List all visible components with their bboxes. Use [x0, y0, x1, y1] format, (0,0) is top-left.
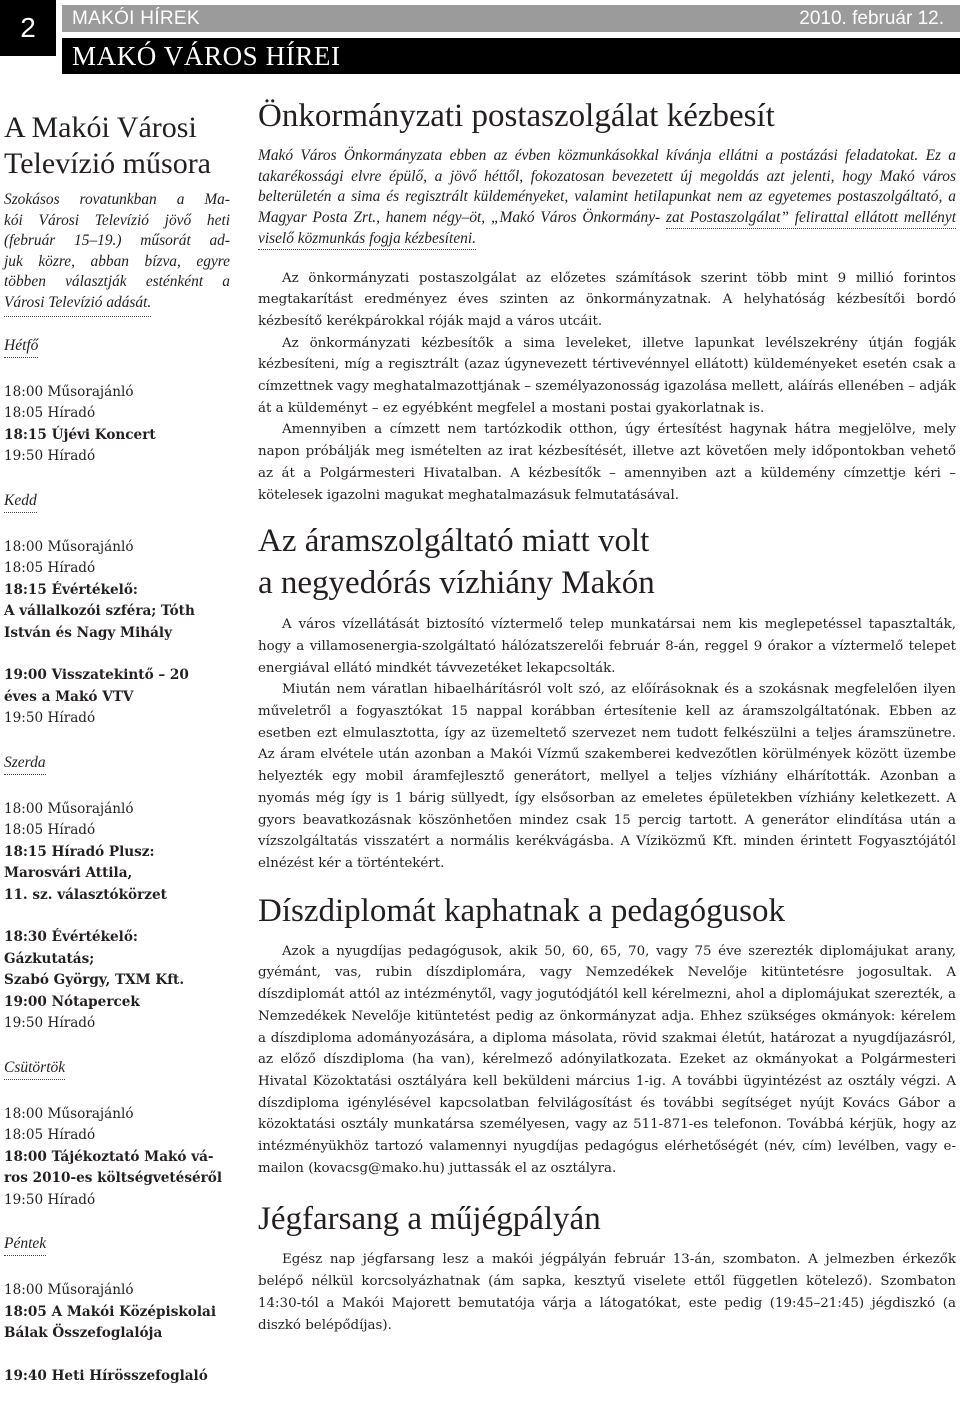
- article-paragraph: Egész nap jégfarsang lesz a makói jégpályán február 13-án, szombaton. A jelmezben érkezők belépő nélkül korcsolyázhatnak (ám sapka, kesztyű viselete ettől független kötelező). Szombaton 14:30-tól a Makói Majorett bemutatója várja a látogatókat, este pedig (19:45–21:45) jégdiszkó (a diszkó belépődíjas).: [258, 1252, 956, 1333]
- article-title: [258, 520, 956, 604]
- program-entry: 11. sz. választókörzet: [4, 886, 167, 903]
- day-label: Hétfő: [4, 335, 38, 358]
- article-title-line-1: Az áramszolgáltató miatt volt: [258, 523, 650, 560]
- program-entry: A vállalkozói szféra; Tóth: [4, 603, 195, 620]
- program-entry: 18:05 Híradó: [4, 822, 96, 839]
- day-block: [4, 1233, 230, 1387]
- day-block: [4, 335, 230, 468]
- article-lead-text: Makó Város Önkormányzata ebben az évben közmunkásokkal kívánja ellátni a postázási feladatokat. Ez a takarékossági elvre épülő, a jövő héttől, fokozatosan bevezetett új megoldás azt jelenti, hogy Makó város belterületén a sima és regisztrált küldeményeket, valamint hetilapunkat nem az egyetemes postaszolgáltató, a Magyar Posta Zrt., hanem négy–öt, „Makó Város Önkormány-: [258, 147, 956, 227]
- article-paragraph: Az önkormányzati kézbesítők a sima leveleket, illetve lapunkat levélszekrény útján fogják kézbesíteni, míg a regisztrált (azaz úgynevezett tértivevénnyel ellátott) küldeményeket esetén csak a címzettnek vagy meghatalmazottjának – személyazonosság igazolása mellett, aláírás ellenében – adják át a küldeményt – ez egyébként megfelel a mostani postai gyakorlatnak is.: [258, 335, 956, 416]
- article-title: Önkormányzati postaszolgálat kézbesít: [258, 98, 775, 134]
- article-ice-carnival: [258, 1199, 956, 1336]
- article-paragraph: Az önkormányzati postaszolgálat az előzetes számítások szerint több mint 9 millió forintos megtakarítást eredményez éves szinten az önkormányzatnak. A helyhatóság kézbesítői bordó kézbesítő kerékpárokkal róják majd a város utcáit.: [258, 270, 956, 329]
- program-entry: 19:50 Híradó: [4, 1015, 96, 1032]
- article-paragraph: Amennyiben a címzett nem tartózkodik otthon, úgy értesítést hagynak hátra megjelölve, mely napon próbálják meg ismételten az irat kézbesítését, illetve azt követően mely időpontokban vehető az át a Polgármesteri Hivatalban. A kézbesítők – amennyiben azt a küldemény címzettje kéri – kötelesek igazolni magukat meghatalmazásuk felmutatásával.: [258, 422, 956, 503]
- program-entry: Gázkutatás;: [4, 950, 95, 967]
- program-entry: 18:15 Híradó Plusz:: [4, 843, 155, 860]
- tv-heading-line-1: A Makói Városi: [4, 111, 197, 144]
- article-diploma: [258, 891, 956, 1180]
- program-entry: 18:15 Újévi Koncert: [4, 426, 156, 443]
- program-entry: ros 2010-es költségvetéséről: [4, 1170, 223, 1187]
- day-list: [4, 335, 230, 1388]
- tv-heading-line-2: Televízió műsora: [4, 147, 211, 180]
- program-entry: 19:50 Híradó: [4, 710, 96, 727]
- tv-intro-line: többen választják esténként a: [4, 273, 230, 291]
- program-entry: Bálak Összefoglalója: [4, 1325, 163, 1342]
- program-entry: Marosvári Attila,: [4, 865, 133, 882]
- tv-intro-line: (február 15–19.) műsorát ad-: [4, 232, 230, 250]
- day-label: Péntek: [4, 1233, 46, 1256]
- issue-date: 2010. február 12.: [799, 8, 944, 29]
- masthead: [0, 0, 960, 80]
- tv-intro-line: juk közre, abban bízva, egyre: [4, 252, 230, 270]
- day-label: Szerda: [4, 752, 46, 775]
- program-entry: 18:15 Évértékelő:: [4, 581, 138, 598]
- article-title: Díszdiplomát kaphatnak a pedagógusok: [258, 892, 785, 929]
- program-entry: 18:00 Műsorajánló: [4, 1282, 134, 1299]
- section-bar: [62, 5, 960, 32]
- program-entry: 18:05 Híradó: [4, 1127, 96, 1144]
- tv-intro-line: Városi Televízió adását.: [4, 293, 151, 317]
- article-paragraph: A város vízellátását biztosító víztermelő telep munkatársai nem kis meglepetéssel tapasztalták, hogy a villamosenergia-szolgáltató hálózatszerelői február 8-án, reggel 9 órakor a víztermelő telepet energiával ellátó mindkét távvezetéket lekapcsolták.: [258, 617, 956, 676]
- program-entry: 19:40 Heti Hírösszefoglaló: [4, 1367, 208, 1384]
- program-entry: 18:05 Híradó: [4, 560, 96, 577]
- program-entry: 18:05 Híradó: [4, 405, 96, 422]
- article-paragraph: Miután nem váratlan hibaelhárításról volt szó, az előírásoknak és a szokásnak megfelelően ilyen műveletről a fogyasztókat 15 nappal korábban értesítenie kell az áramszolgáltatónak. Ebben az esetben ezt elmulasztotta, így az üzemeltető szervezet nem tudott felkészülni a teljes áramszünetre. Az áram elvétele után azonban a Makói Vízmű szakemberei kedvezőtlen körülmények között üzembe helyezték egy mobil áramfejlesztő generátort, mellyel a teljes vízhiány elhárították. Azonban a nyomás még így is 1 bárig süllyedt, így elsősorban az emeletes épületekben vízhiány keletkezett. A gyors beavatkozásnak köszönhetően mindez csak 15 percig tartott. A generátor elindítása után a vízszolgáltatás visszatért a normális kerékvágásba. A Víziközmű Kft. minden érintett Fogyasztójától elnézést kér a történtekért.: [258, 682, 956, 871]
- article-title-line-2: a negyedórás vízhiány Makón: [258, 565, 655, 602]
- article-paragraph: Azok a nyugdíjas pedagógusok, akik 50, 60, 65, 70, vagy 75 éve szerezték diplomájukat arany, gyémánt, vas, rubin díszdiplomára, vagy Nemzedékek Nevelője kitüntetésre jogosultak. A díszdiplomát attól az intézménytől, vagy jogutódjától kell kérelmezni, ahol a diplomájukat szerezték, a Nemzedékek Nevelője kitüntetést pedig az önkormányzat adja. Ehhez szükséges okmányok: kérelem a díszdiploma adományozására, a diploma másolata, rövid szakmai életút, határozat a nyugdíjazásról, az előző díszdiploma (ha van), kérelmező adónyilatkozata. Ezeket az okmányokat a Polgármesteri Hivatal Közoktatási osztályára kell beküldeni március 1-ig. A további ügyintézést az osztály végzi. A díszdiploma igénylésével kapcsolatban felvilágosítást és további segítséget nyújt Kovács Gábor a közoktatási osztály munkatársa személyesen, vagy az 511-871-es telefonon. Továbbá kérjük, hogy az intézményükhöz tartozó valamennyi nyugdíjas pedagógus elérhetőségét (név, cím) levélben, vagy e-mailon (kovacsg@mako.hu) juttassák el az osztályra.: [258, 943, 956, 1176]
- title-bar: [62, 38, 960, 74]
- tv-schedule-column: [4, 110, 230, 1409]
- page-title: MAKÓ VÁROS HÍREI: [72, 41, 341, 71]
- day-label: Csütörtök: [4, 1057, 65, 1080]
- tv-schedule-heading: [4, 110, 230, 182]
- article-power-outage: [258, 520, 956, 874]
- section-label: MAKÓI HÍREK: [72, 8, 200, 29]
- program-entry: 18:00 Műsorajánló: [4, 538, 134, 555]
- tv-intro-line: Szokásos rovatunkban a Ma-: [4, 191, 230, 208]
- program-entry: 18:05 A Makói Középiskolai: [4, 1303, 216, 1320]
- day-block: [4, 1057, 230, 1212]
- program-entry: Szabó György, TXM Kft.: [4, 972, 185, 989]
- article-title: Jégfarsang a műjégpályán: [258, 1201, 601, 1238]
- program-entry: 18:30 Évértékelő:: [4, 929, 138, 946]
- article-lead-end: zat Postaszolgálat” felirattal ellátott mellényt viselő közmunkás fogja kézbesíteni.: [258, 209, 956, 250]
- program-entry: 19:00 Nótapercek: [4, 993, 140, 1010]
- article-postal-service: [258, 96, 956, 506]
- program-entry: 19:50 Híradó: [4, 1191, 96, 1208]
- day-block: [4, 752, 230, 1035]
- day-label: Kedd: [4, 490, 37, 513]
- program-entry: István és Nagy Mihály: [4, 624, 172, 641]
- program-entry: 18:00 Műsorajánló: [4, 383, 134, 400]
- program-entry: 19:50 Híradó: [4, 448, 96, 465]
- program-entry: 18:00 Tájékoztató Makó vá-: [4, 1148, 214, 1165]
- day-block: [4, 490, 230, 730]
- program-entry: éves a Makó VTV: [4, 688, 134, 705]
- tv-intro-line: kói Városi Televízió jövő heti: [4, 211, 230, 229]
- article-lead: [258, 146, 956, 250]
- tv-intro: [4, 190, 230, 321]
- page-number: 2: [0, 0, 56, 56]
- articles-column: [258, 96, 956, 1336]
- program-entry: 18:00 Műsorajánló: [4, 800, 134, 817]
- program-entry: 19:00 Visszatekintő – 20: [4, 667, 189, 684]
- program-entry: 18:00 Műsorajánló: [4, 1105, 134, 1122]
